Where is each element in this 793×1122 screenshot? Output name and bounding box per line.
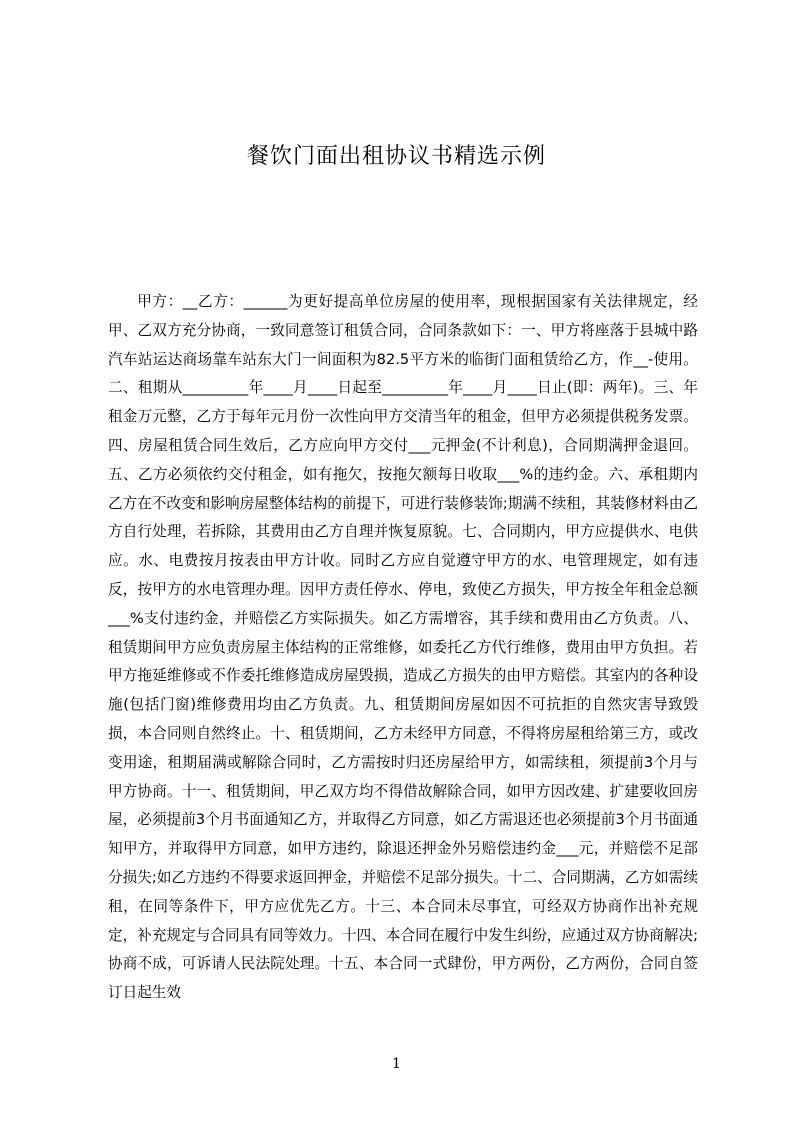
- document-title: 餐饮门面出租协议书精选示例: [246, 144, 546, 169]
- document-body-paragraph: 甲方：__乙方：______为更好提高单位房屋的使用率，现根据国家有关法律规定，经甲、乙双方充分协商，一致同意签订租赁合同，合同条款如下：一、甲方将座落于县城中路汽车站运达商场靠车站东大门一间面积为82.5平方米的临街门面租赁给乙方，作__-使用。二、租期从_________年____月____日起至_________年____月____日止(即：两年)。三、年租金万元整，乙方于每年元月份一次性向甲方交清当年的租金，但甲方必须提供税务发票。四、房屋租赁合同生效后，乙方应向甲方交付___元押金(不计利息)，合同期满押金退回。五、乙方必须依约交付租金，如有拖欠，按拖欠额每日收取___%的违约金。六、承租期内乙方在不改变和影响房屋整体结构的前提下，可进行装修装饰;期满不续租，其装修材料由乙方自行处理，若拆除，其费用由乙方自理并恢复原貌。七、合同期内，甲方应提供水、电供应。水、电费按月按表由甲方计收。同时乙方应自觉遵守甲方的水、电管理规定，如有违反，按甲方的水电管理办理。因甲方责任停水、停电，致使乙方损失，甲方按全年租金总额___%支付违约金，并赔偿乙方实际损失。如乙方需增容，其手续和费用由乙方负责。八、租赁期间甲方应负责房屋主体结构的正常维修，如委托乙方代行维修，费用由甲方负担。若甲方拖延维修或不作委托维修造成房屋毁损，造成乙方损失的由甲方赔偿。其室内的各种设施(包括门窗)维修费用均由乙方负责。九、租赁期间房屋如因不可抗拒的自然灾害导致毁损，本合同则自然终止。十、租赁期间，乙方未经甲方同意，不得将房屋租给第三方，或改变用途，租期届满或解除合同时，乙方需按时归还房屋给甲方，如需续租，须提前3个月与甲方协商。十一、租赁期间，甲乙双方均不得借故解除合同，如甲方因改建、扩建要收回房屋，必须提前3个月书面通知乙方，并取得乙方同意，如乙方需退还也必须提前3个月书面通知甲方，并取得甲方同意，如甲方违约，除退还押金外另赔偿违约金___元，并赔偿不足部分损失;如乙方违约不得要求返回押金，并赔偿不足部分损失。十二、合同期满，乙方如需续租，在同等条件下，甲方应优先乙方。十三、本合同未尽事宜，可经双方协商作出补充规定，补充规定与合同具有同等效力。十四、本合同在履行中发生纠纷，应通过双方协商解决;协商不成，可诉请人民法院处理。十五、本合同一式肆份，甲方两份，乙方两份，合同自签订日起生效: [108, 293, 698, 1002]
- page-number: 1: [392, 1056, 401, 1072]
